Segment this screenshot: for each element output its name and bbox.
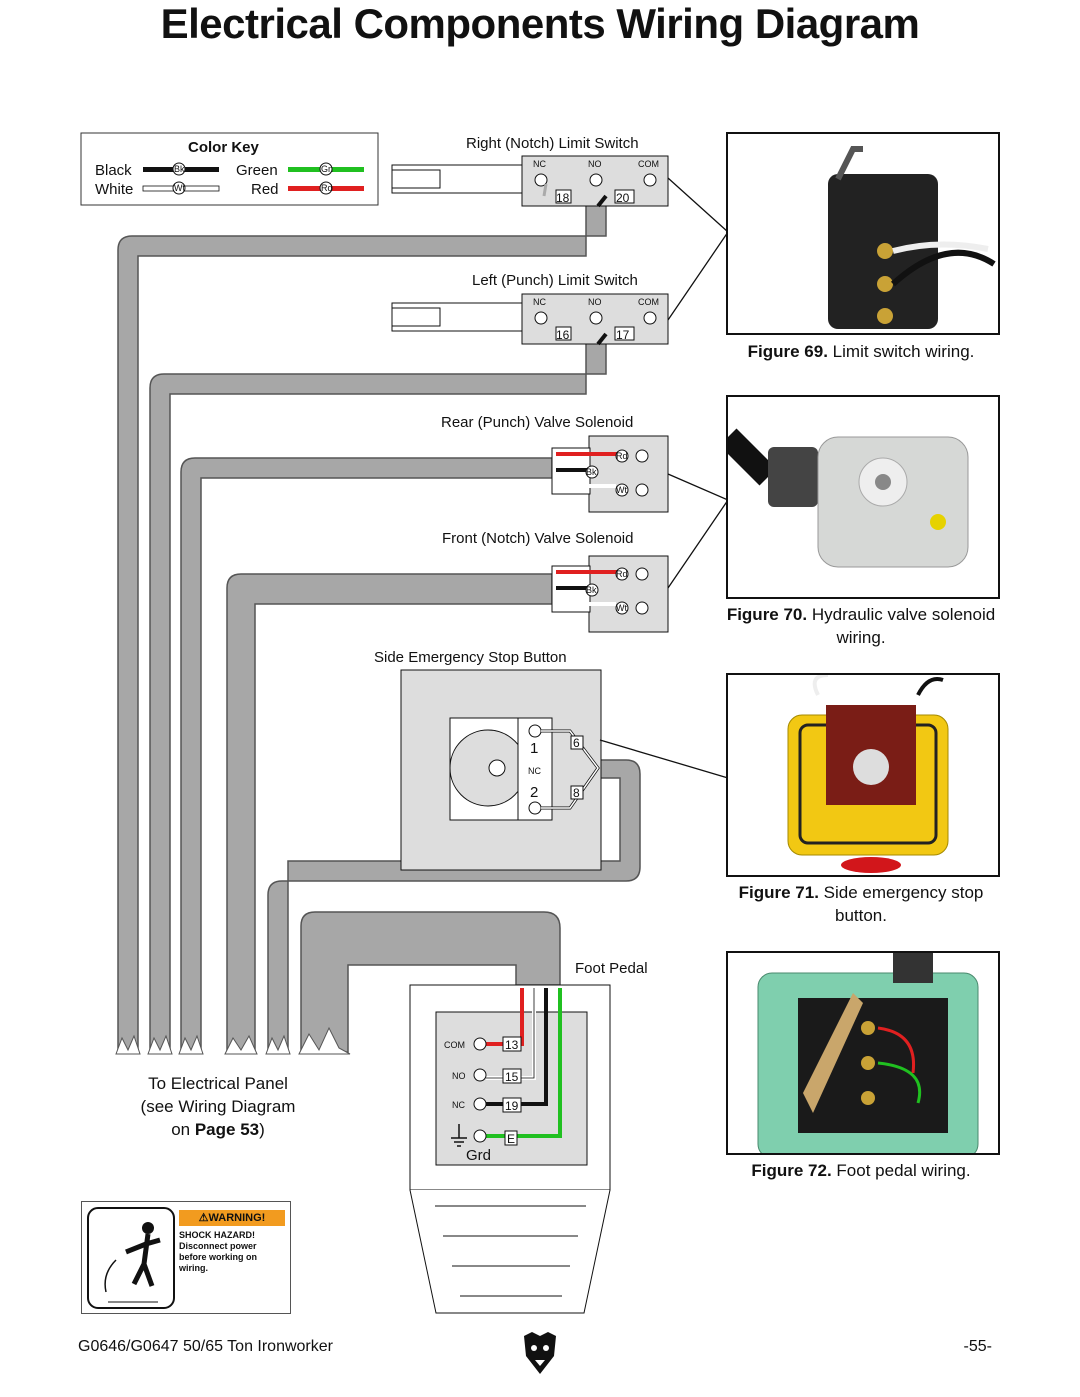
foot-pedal-grd: Grd <box>466 1147 492 1164</box>
front-solenoid-wt: Wt <box>616 603 627 613</box>
front-solenoid-rd: Rd <box>616 569 628 579</box>
foot-pedal-photo <box>726 951 1000 1155</box>
figure-72-num: Figure 72. <box>751 1161 832 1180</box>
estop-wire-a: 6 <box>573 736 580 750</box>
foot-pedal <box>410 960 648 1313</box>
right-switch-wire-a: 18 <box>556 191 570 205</box>
right-switch-no: NO <box>588 159 602 169</box>
figure-71-text: Side emergency stop button. <box>823 883 984 925</box>
estop-term1: 1 <box>530 740 539 757</box>
rear-solenoid-label: Rear (Punch) Valve Solenoid <box>441 414 634 431</box>
estop-term2: 2 <box>530 784 539 801</box>
right-limit-switch <box>392 135 668 206</box>
figure-70-text: Hydraulic valve solenoid wiring. <box>811 605 996 647</box>
foot-pedal-wire-nc: 19 <box>505 1099 519 1113</box>
side-emergency-stop <box>374 649 601 870</box>
page-link[interactable]: Page 53 <box>194 1120 260 1139</box>
figure-70-num: Figure 70. <box>726 605 808 624</box>
solenoid-photo <box>726 395 1000 599</box>
warning-heading: ⚠WARNING! <box>179 1210 285 1226</box>
color-key-white-tag: Wt <box>174 183 185 193</box>
foot-pedal-wire-no: 15 <box>505 1070 519 1084</box>
color-key-black-tag: Bk <box>174 164 185 174</box>
figure-69-caption <box>726 340 996 363</box>
color-key-white: White <box>95 181 134 198</box>
color-key-heading: Color Key <box>188 139 259 156</box>
figure-72-caption <box>726 1159 996 1182</box>
right-switch-label: Right (Notch) Limit Switch <box>466 135 639 152</box>
figure-69-text: Limit switch wiring. <box>832 342 975 361</box>
panel-note-line1: To Electrical Panel <box>148 1074 288 1093</box>
rear-solenoid-wt: Wt <box>616 485 627 495</box>
limit-switch-photo <box>726 132 1000 335</box>
color-key-red: Red <box>251 181 279 198</box>
rear-solenoid-rd: Rd <box>616 451 628 461</box>
foot-pedal-nc: NC <box>452 1100 465 1110</box>
figure-72-text: Foot pedal wiring. <box>836 1161 971 1180</box>
warning-body: SHOCK HAZARD! Disconnect power before working on wiring. <box>179 1230 258 1273</box>
panel-note <box>118 1072 318 1141</box>
panel-note-line3: on Page 53) <box>171 1120 265 1139</box>
figure-71-num: Figure 71. <box>738 883 819 902</box>
estop-wire-b: 8 <box>573 786 580 800</box>
right-switch-wire-b: 20 <box>616 191 630 205</box>
right-switch-com: COM <box>638 159 659 169</box>
estop-photo <box>726 673 1000 877</box>
rear-solenoid-bk: Bk <box>586 467 597 477</box>
foot-pedal-wire-e: E <box>507 1132 516 1146</box>
shock-hazard-icon <box>86 1204 176 1312</box>
left-limit-switch <box>392 272 668 344</box>
foot-pedal-com: COM <box>444 1040 465 1050</box>
color-key-red-tag: Rd <box>321 183 333 193</box>
color-key-black: Black <box>95 162 132 179</box>
color-key <box>81 133 378 205</box>
figure-70-caption <box>726 603 996 649</box>
footer-model: G0646/G0647 50/65 Ton Ironworker <box>78 1338 333 1355</box>
estop-nc: NC <box>528 766 541 776</box>
front-solenoid-bk: Bk <box>586 585 597 595</box>
foot-pedal-wire-com: 13 <box>505 1038 519 1052</box>
page-title: Electrical Components Wiring Diagram <box>160 0 920 47</box>
left-switch-nc: NC <box>533 297 546 307</box>
left-switch-no: NO <box>588 297 602 307</box>
panel-note-line2: (see Wiring Diagram <box>140 1097 296 1116</box>
figure-71-caption <box>726 881 996 927</box>
foot-pedal-no: NO <box>452 1071 466 1081</box>
estop-label: Side Emergency Stop Button <box>374 649 567 666</box>
foot-pedal-label: Foot Pedal <box>575 960 648 977</box>
bear-logo-icon <box>520 1328 560 1376</box>
shock-warning-label <box>81 1201 291 1314</box>
left-switch-label: Left (Punch) Limit Switch <box>472 272 638 289</box>
front-solenoid-label: Front (Notch) Valve Solenoid <box>442 530 634 547</box>
color-key-green: Green <box>236 162 278 179</box>
figure-69-num: Figure 69. <box>747 342 828 361</box>
left-switch-wire-b: 17 <box>616 328 630 342</box>
left-switch-wire-a: 16 <box>556 328 570 342</box>
right-switch-nc: NC <box>533 159 546 169</box>
left-switch-com: COM <box>638 297 659 307</box>
color-key-green-tag: Gn <box>321 164 334 174</box>
footer-page-number: -55- <box>963 1338 992 1355</box>
